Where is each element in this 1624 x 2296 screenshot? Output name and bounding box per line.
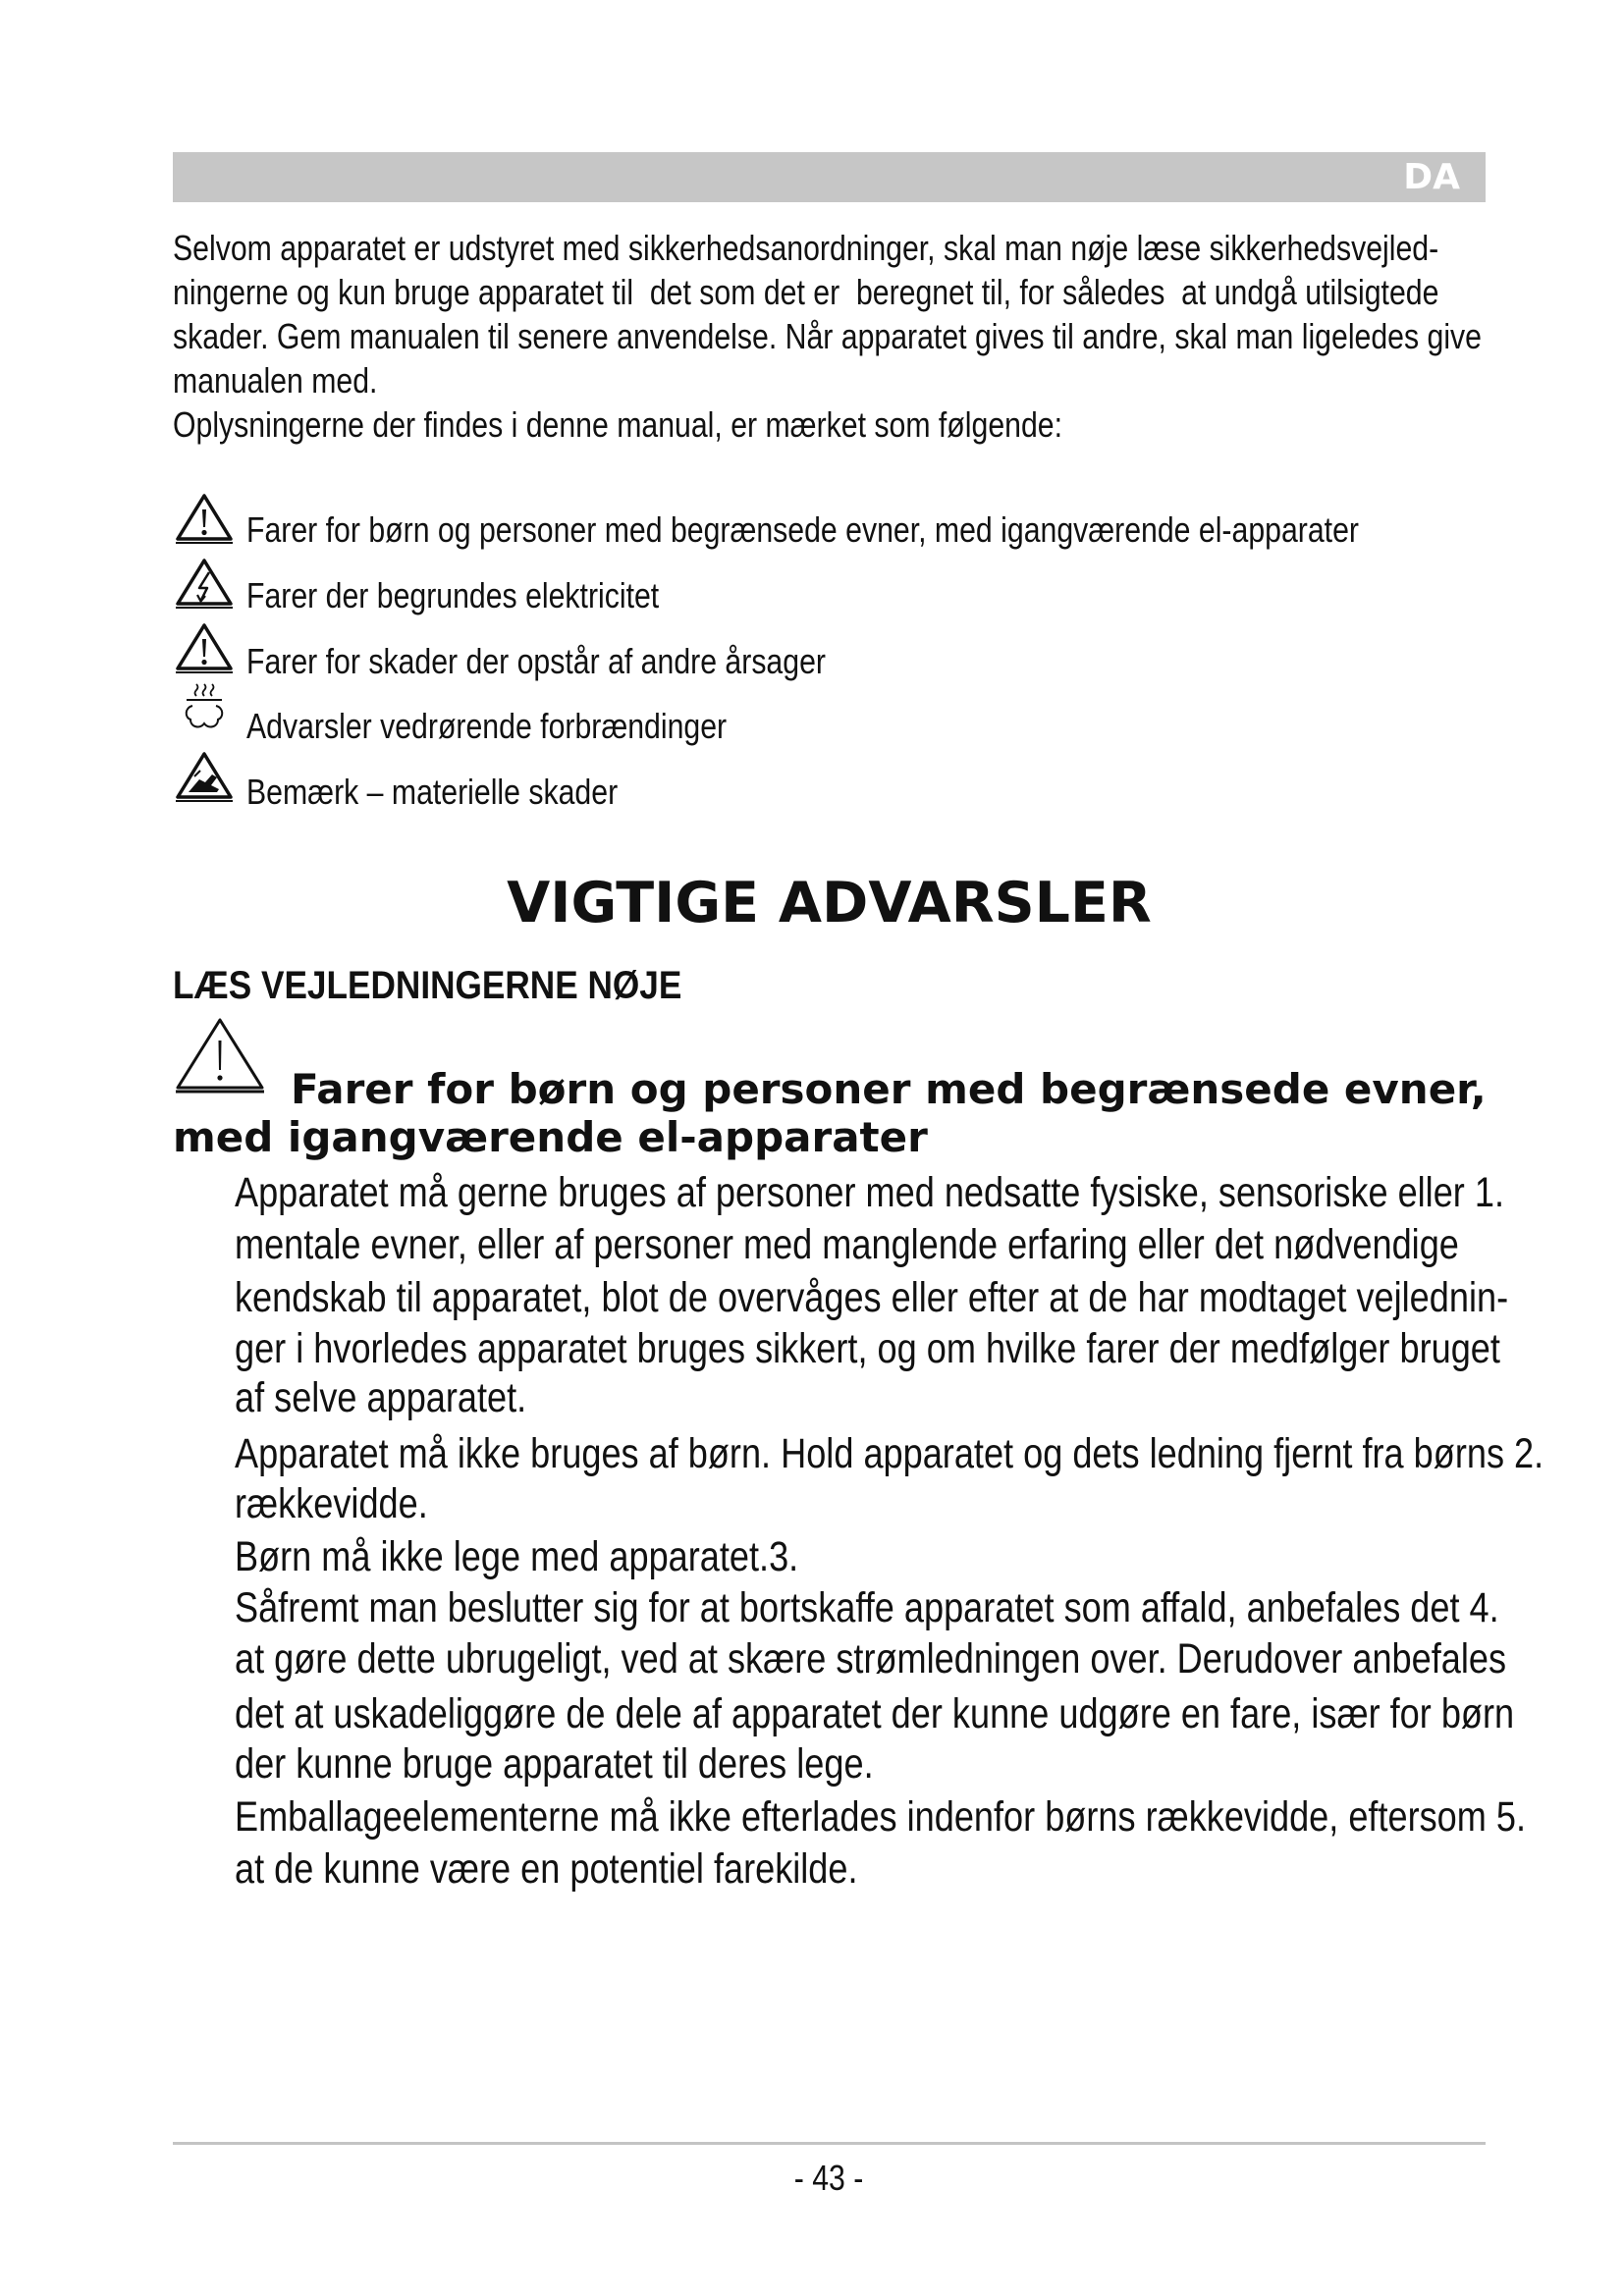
intro-line: skader. Gem manualen til senere anvendelse. Når apparatet gives til andre, skal man ligeledes give xyxy=(173,316,1482,356)
body-line: Apparatet må ikke bruges af børn. Hold apparatet og dets ledning fjernt fra børns 2. xyxy=(235,1430,1544,1477)
legend-text: Advarsler vedrørende forbrændinger xyxy=(246,706,728,746)
body-line: ger i hvorledes apparatet bruges sikkert, og om hvilke farer der medfølger bruget xyxy=(235,1325,1500,1372)
legend-text: Farer for børn og personer med begrænsede evner, med igangværende el-apparater xyxy=(246,509,1359,550)
body-line: mentale evner, eller af personer med manglende erfaring eller det nødvendige xyxy=(235,1221,1459,1268)
body-line: Emballageelementerne må ikke efterlades indenfor børns rækkevidde, eftersom 5. xyxy=(235,1793,1527,1841)
legend-text: Farer for skader der opstår af andre årsager xyxy=(246,641,826,681)
legend-item xyxy=(173,749,1400,812)
body-line: at de kunne være en potentiel farekilde. xyxy=(235,1845,858,1893)
section-heading-line: Farer for børn og personer med begrænsede evner, xyxy=(291,1065,1487,1113)
warning-triangle-icon xyxy=(173,620,236,675)
body-line: det at uskadeliggøre de dele af apparatet der kunne udgøre en fare, især for børn xyxy=(235,1690,1515,1737)
body-line: kendskab til apparatet, blot de overvåges eller efter at de har modtaget vejlednin- xyxy=(235,1274,1509,1321)
legend-item xyxy=(173,491,1400,550)
warning-triangle-icon xyxy=(173,1015,267,1095)
body-line: af selve apparatet. xyxy=(235,1374,527,1421)
electric-hazard-icon xyxy=(173,556,236,611)
warning-list xyxy=(235,1167,1550,1895)
burn-hazard-icon xyxy=(173,681,236,736)
page-title: VIGTIGE ADVARSLER xyxy=(507,871,1152,935)
legend-text: Bemærk – materielle skader xyxy=(246,772,619,812)
intro-line: Oplysningerne der findes i denne manual, er mærket som følgende: xyxy=(173,404,1062,445)
section-subtitle: LÆS VEJLEDNINGERNE NØJE xyxy=(173,964,682,1007)
body-line: Såfremt man beslutter sig for at bortskaffe apparatet som affald, anbefales det 4. xyxy=(235,1584,1499,1631)
body-line: Børn må ikke lege med apparatet.3. xyxy=(235,1533,799,1580)
body-line: rækkevidde. xyxy=(235,1480,428,1527)
intro-line: ningerne og kun bruge apparatet til det som det er beregnet til, for således at undgå utilsigtede xyxy=(173,272,1439,312)
footer xyxy=(173,2157,1486,2200)
legend-item xyxy=(173,681,1400,746)
material-damage-icon xyxy=(173,749,236,804)
page-number: - 43 - xyxy=(794,2158,864,2198)
intro-paragraph xyxy=(173,227,1486,447)
legend-item xyxy=(173,556,1400,614)
legend-item xyxy=(173,620,1400,679)
warning-triangle-icon xyxy=(173,491,236,546)
legend-text: Farer der begrundes elektricitet xyxy=(246,575,660,615)
language-badge: DA xyxy=(1403,157,1460,197)
body-line: at gøre dette ubrugeligt, ved at skære strømledningen over. Derudover anbefales xyxy=(235,1635,1507,1682)
footer-divider xyxy=(173,2142,1486,2145)
body-line: der kunne bruge apparatet til deres lege. xyxy=(235,1740,874,1788)
section-heading-line: med igangværende el-apparater xyxy=(173,1113,928,1161)
body-line: Apparatet må gerne bruges af personer med nedsatte fysiske, sensoriske eller 1. xyxy=(235,1169,1504,1216)
language-header-bar xyxy=(173,152,1486,202)
intro-line: manualen med. xyxy=(173,360,378,400)
intro-line: Selvom apparatet er udstyret med sikkerhedsanordninger, skal man nøje læse sikkerhedsvejled- xyxy=(173,228,1439,268)
